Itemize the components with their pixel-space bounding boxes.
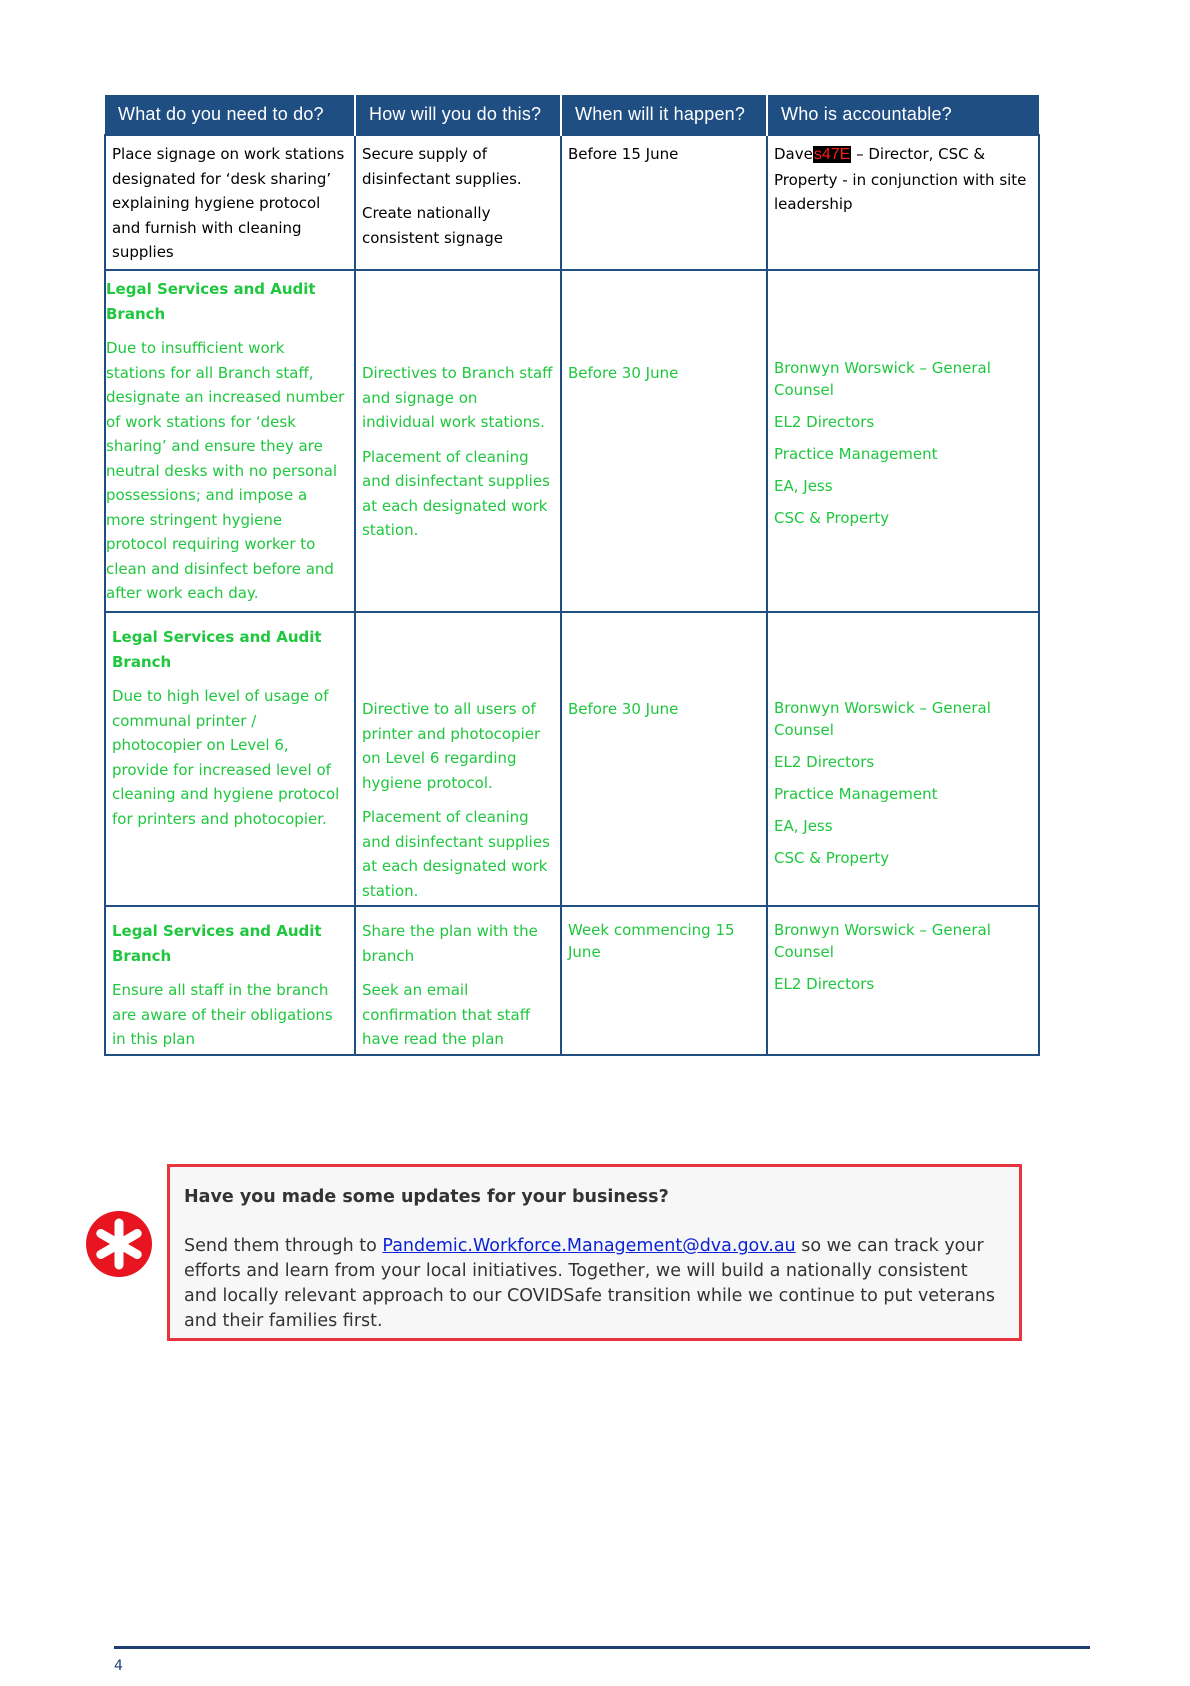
asterisk-icon: [84, 1209, 154, 1279]
cell-how: Secure supply of disinfectant supplies. Create nationally consistent signage: [355, 135, 561, 270]
callout-body: Send them through to Pandemic.Workforce.Management@dva.gov.au so we can track your efforts and learn from your local initiatives. Together, we will build a nationally consistent and locally relevant approach to our COVIDSafe transition while we continue to put veterans and their families first.: [184, 1236, 995, 1331]
branch-heading: Legal Services and Audit Branch: [112, 922, 322, 965]
accountable-person: Practice Management: [774, 445, 938, 463]
cell-when: Before 30 June: [561, 270, 767, 612]
accountable-person: EL2 Directors: [774, 413, 875, 431]
header-who: Who is accountable?: [767, 95, 1039, 135]
callout-title: Have you made some updates for your business?: [184, 1187, 669, 1207]
cell-who: [767, 906, 1039, 1055]
cell-who: [767, 270, 1039, 612]
cell-when: Before 30 June: [561, 612, 767, 906]
cell-how: Directive to all users of printer and photocopier on Level 6 regarding hygiene protocol. Placement of cleaning and disinfectant supplies at each designated work station.: [355, 612, 561, 906]
table-row: [105, 906, 1039, 1055]
accountable-person: Bronwyn Worswick – General Counsel: [774, 921, 991, 961]
accountable-person: EA, Jess: [774, 477, 833, 495]
table-row: [105, 270, 1039, 612]
accountable-person: Practice Management: [774, 785, 938, 803]
updates-callout: [167, 1164, 1022, 1341]
cell-who: [767, 612, 1039, 906]
cell-what: Legal Services and Audit Branch Due to insufficient work stations for all Branch staff, designate an increased number of work stations for ‘desk sharing’ and ensure they are neutral desks with no personal possessions; and impose a more stringent hygiene protocol requiring worker to clean and disinfect before and after work each day.: [105, 270, 355, 612]
cell-what: Legal Services and Audit Branch Due to high level of usage of communal printer / photocopier on Level 6, provide for increased level of cleaning and hygiene protocol for printers and photocopier.: [105, 612, 355, 906]
branch-heading: Legal Services and Audit Branch: [106, 280, 316, 323]
who-name: Dave: [774, 145, 813, 163]
cell-when: Week commencing 15 June: [561, 906, 767, 1055]
footer-divider: [114, 1646, 1090, 1649]
table-header-row: [105, 95, 1039, 135]
who-rest: – Director, CSC & Property - in conjunction with site leadership: [774, 145, 1027, 213]
table-row: [105, 135, 1039, 270]
cell-what: Place signage on work stations designated for ‘desk sharing’ explaining hygiene protocol and furnish with cleaning supplies: [105, 135, 355, 270]
header-what: What do you need to do?: [105, 95, 355, 135]
redaction-mark: s47E: [813, 146, 851, 163]
workplan-table: [104, 95, 1040, 1056]
cell-what: Legal Services and Audit Branch Ensure all staff in the branch are aware of their obligations in this plan: [105, 906, 355, 1055]
cell-who: [767, 135, 1039, 270]
branch-heading: Legal Services and Audit Branch: [112, 628, 322, 671]
page-number: 4: [114, 1658, 123, 1674]
cell-how: Share the plan with the branch Seek an email confirmation that staff have read the plan: [355, 906, 561, 1055]
header-how: How will you do this?: [355, 95, 561, 135]
accountable-person: EL2 Directors: [774, 975, 875, 993]
header-when: When will it happen?: [561, 95, 767, 135]
table-row: [105, 612, 1039, 906]
email-link[interactable]: Pandemic.Workforce.Management@dva.gov.au: [382, 1236, 796, 1256]
cell-how: Directives to Branch staff and signage on individual work stations. Placement of cleaning and disinfectant supplies at each designated work station.: [355, 270, 561, 612]
accountable-person: Bronwyn Worswick – General Counsel: [774, 699, 991, 739]
accountable-person: EA, Jess: [774, 817, 833, 835]
accountable-person: CSC & Property: [774, 509, 890, 527]
accountable-person: EL2 Directors: [774, 753, 875, 771]
cell-when: Before 15 June: [561, 135, 767, 270]
accountable-person: CSC & Property: [774, 849, 890, 867]
accountable-person: Bronwyn Worswick – General Counsel: [774, 359, 991, 399]
